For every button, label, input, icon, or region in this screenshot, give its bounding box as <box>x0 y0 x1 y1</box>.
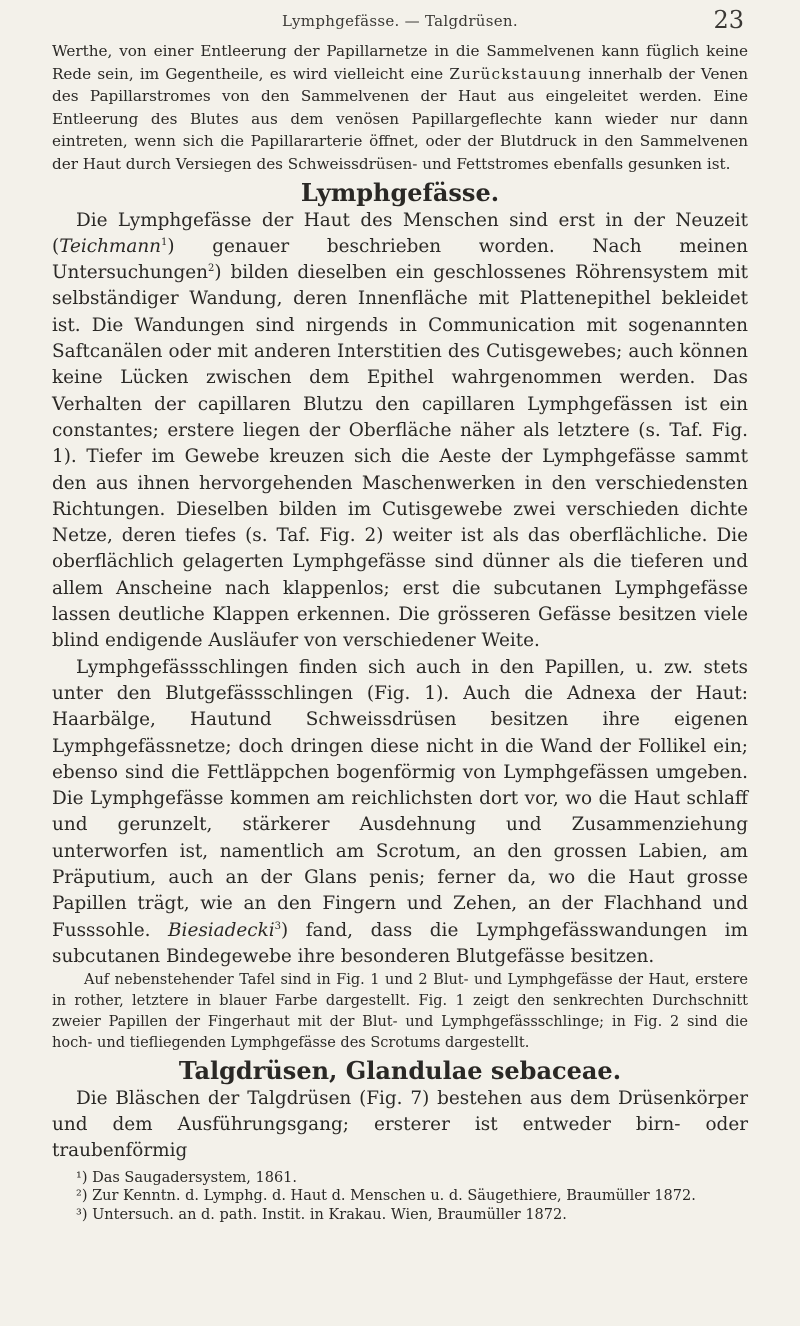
heading-talgdruesen: Talgdrüsen, Glandulae sebaceae. <box>178 1055 622 1085</box>
lymph-paragraph-1: Die Lymphgefässe der Haut des Menschen sind erst in der Neuzeit (Teichmann$^1$) genauer beschrieben worden. Nach meinen Untersuchungen$^2$) bilden dieselben ein geschlossenes Röhrensystem mit selbständiger Wandung, deren Innenfläche mit Plattenepithel bekleidet ist. Die Wandungen sind nirgends in Communication mit sogenannten Saftcanälen oder mit anderen Interstitien des Cutisgewebes; auch können keine Lücken zwischen dem Epithel wahrgenommen werden. Das Verhalten der capillaren Blutzu den capillaren Lymphgefässen ist ein constantes; erstere liegen der Oberfläche näher als letztere (s. Taf. Fig. 1). Tiefer im Gewebe kreuzen sich die Aeste der Lymphgefässe sammt den aus ihnen hervorgehenden Maschenwerken in den verschiedensten Richtungen. Dieselben bilden im Cutisgewebe zwei verschieden dichte Netze, deren tiefes (s. Taf. Fig. 2) weiter ist als das oberflächliche. Die oberflächlich gelagerten Lymphgefässe sind dünner als die tieferen und allem Anscheine nach klappenlos; erst die subcutanen Lymphgefässe lassen deutliche Klappen erkennen. Die grösseren Gefässe besitzen viele blind endigende Ausläufer von verschiedener Weite. <box>52 209 748 652</box>
footnote-ref-3: 3 <box>274 920 281 932</box>
footnote-ref-1: 1 <box>161 236 168 248</box>
talg-paragraph-1: Die Bläschen der Talgdrüsen (Fig. 7) bestehen aus dem Drüsenkörper und dem Ausführungsgang; ersterer ist entweder birn- oder traubenförmig <box>52 1087 748 1162</box>
footnote-3: ³) Untersuch. an d. path. Instit. in Krakau. Wien, Braumüller 1872. <box>76 1207 567 1224</box>
heading-lymphgefaesse: Lymphgefässe. <box>300 177 500 207</box>
running-head: Lymphgefässe. — Talgdrüsen. <box>282 12 518 30</box>
intro-paragraph: Werthe, von einer Entleerung der Papillarnetze in die Sammelvenen kann füglich keine Rede sein, im Gegentheile, es wird vielleicht eine Zurückstauung innerhalb der Venen des Papillarstromes von den Sammelvenen der Haut aus eingeleitet werden. Eine Entleerung des Blutes aus dem venösen Papillargeflechte kann wieder nur dann eintreten, wenn sich die Papillararterie öffnet, oder der Blutdruck in den Sammelvenen der Haut durch Versiegen des Schweissdrüsen- und Fettstromes ebenfalls gesunken ist. <box>52 42 748 173</box>
author-biesiadecki: Biesiadecki <box>168 919 275 941</box>
footnote-ref-2: 2 <box>208 263 215 275</box>
page-number: 23 <box>713 6 744 34</box>
emphasis-spaced: Zurückstauung <box>449 64 583 83</box>
footnotes <box>52 1169 748 1225</box>
page-content <box>52 40 748 1225</box>
lymph-paragraph-2: Lymphgefässschlingen finden sich auch in den Papillen, u. zw. stets unter den Blutgefässschlingen (Fig. 1). Auch die Adnexa der Haut: Haarbälge, Hautund Schweissdrüsen besitzen ihre eigenen Lymphgefässnetze; doch dringen diese nicht in die Wand der Follikel ein; ebenso sind die Fettläppchen bogenförmig von Lymphgefässen umgeben. Die Lymphgefässe kommen am reichlichsten dort vor, wo die Haut schlaff und gerunzelt, stärkerer Ausdehnung und Zusammenziehung unterworfen ist, namentlich am Scrotum, an den grossen Labien, am Präputium, auch an der Glans penis; ferner da, wo die Haut grosse Papillen trägt, wie an den Fingern und Zehen, an der Flachhand und Fusssohle. Biesiadecki$^3$) fand, dass die Lymphgefässwandungen im subcutanen Bindegewebe ihre besonderen Blutgefässe besitzen. <box>52 656 748 967</box>
page-header <box>0 6 800 36</box>
plate-note: Auf nebenstehender Tafel sind in Fig. 1 und 2 Blut- und Lymphgefässe der Haut, erstere in rother, letztere in blauer Farbe dargestellt. Fig. 1 zeigt den senkrechten Durchschnitt zweier Papillen der Fingerhaut mit der Blut- und Lymphgefässschlinge; in Fig. 2 sind die hoch- und tiefliegenden Lymphgefässe des Scrotums dargestellt. <box>52 972 748 1051</box>
footnote-2: ²) Zur Kenntn. d. Lymphg. d. Haut d. Menschen u. d. Säugethiere, Braumüller 1872. <box>76 1188 696 1205</box>
footnote-1: ¹) Das Saugadersystem, 1861. <box>76 1169 297 1186</box>
author-teichmann: Teichmann <box>59 235 162 257</box>
